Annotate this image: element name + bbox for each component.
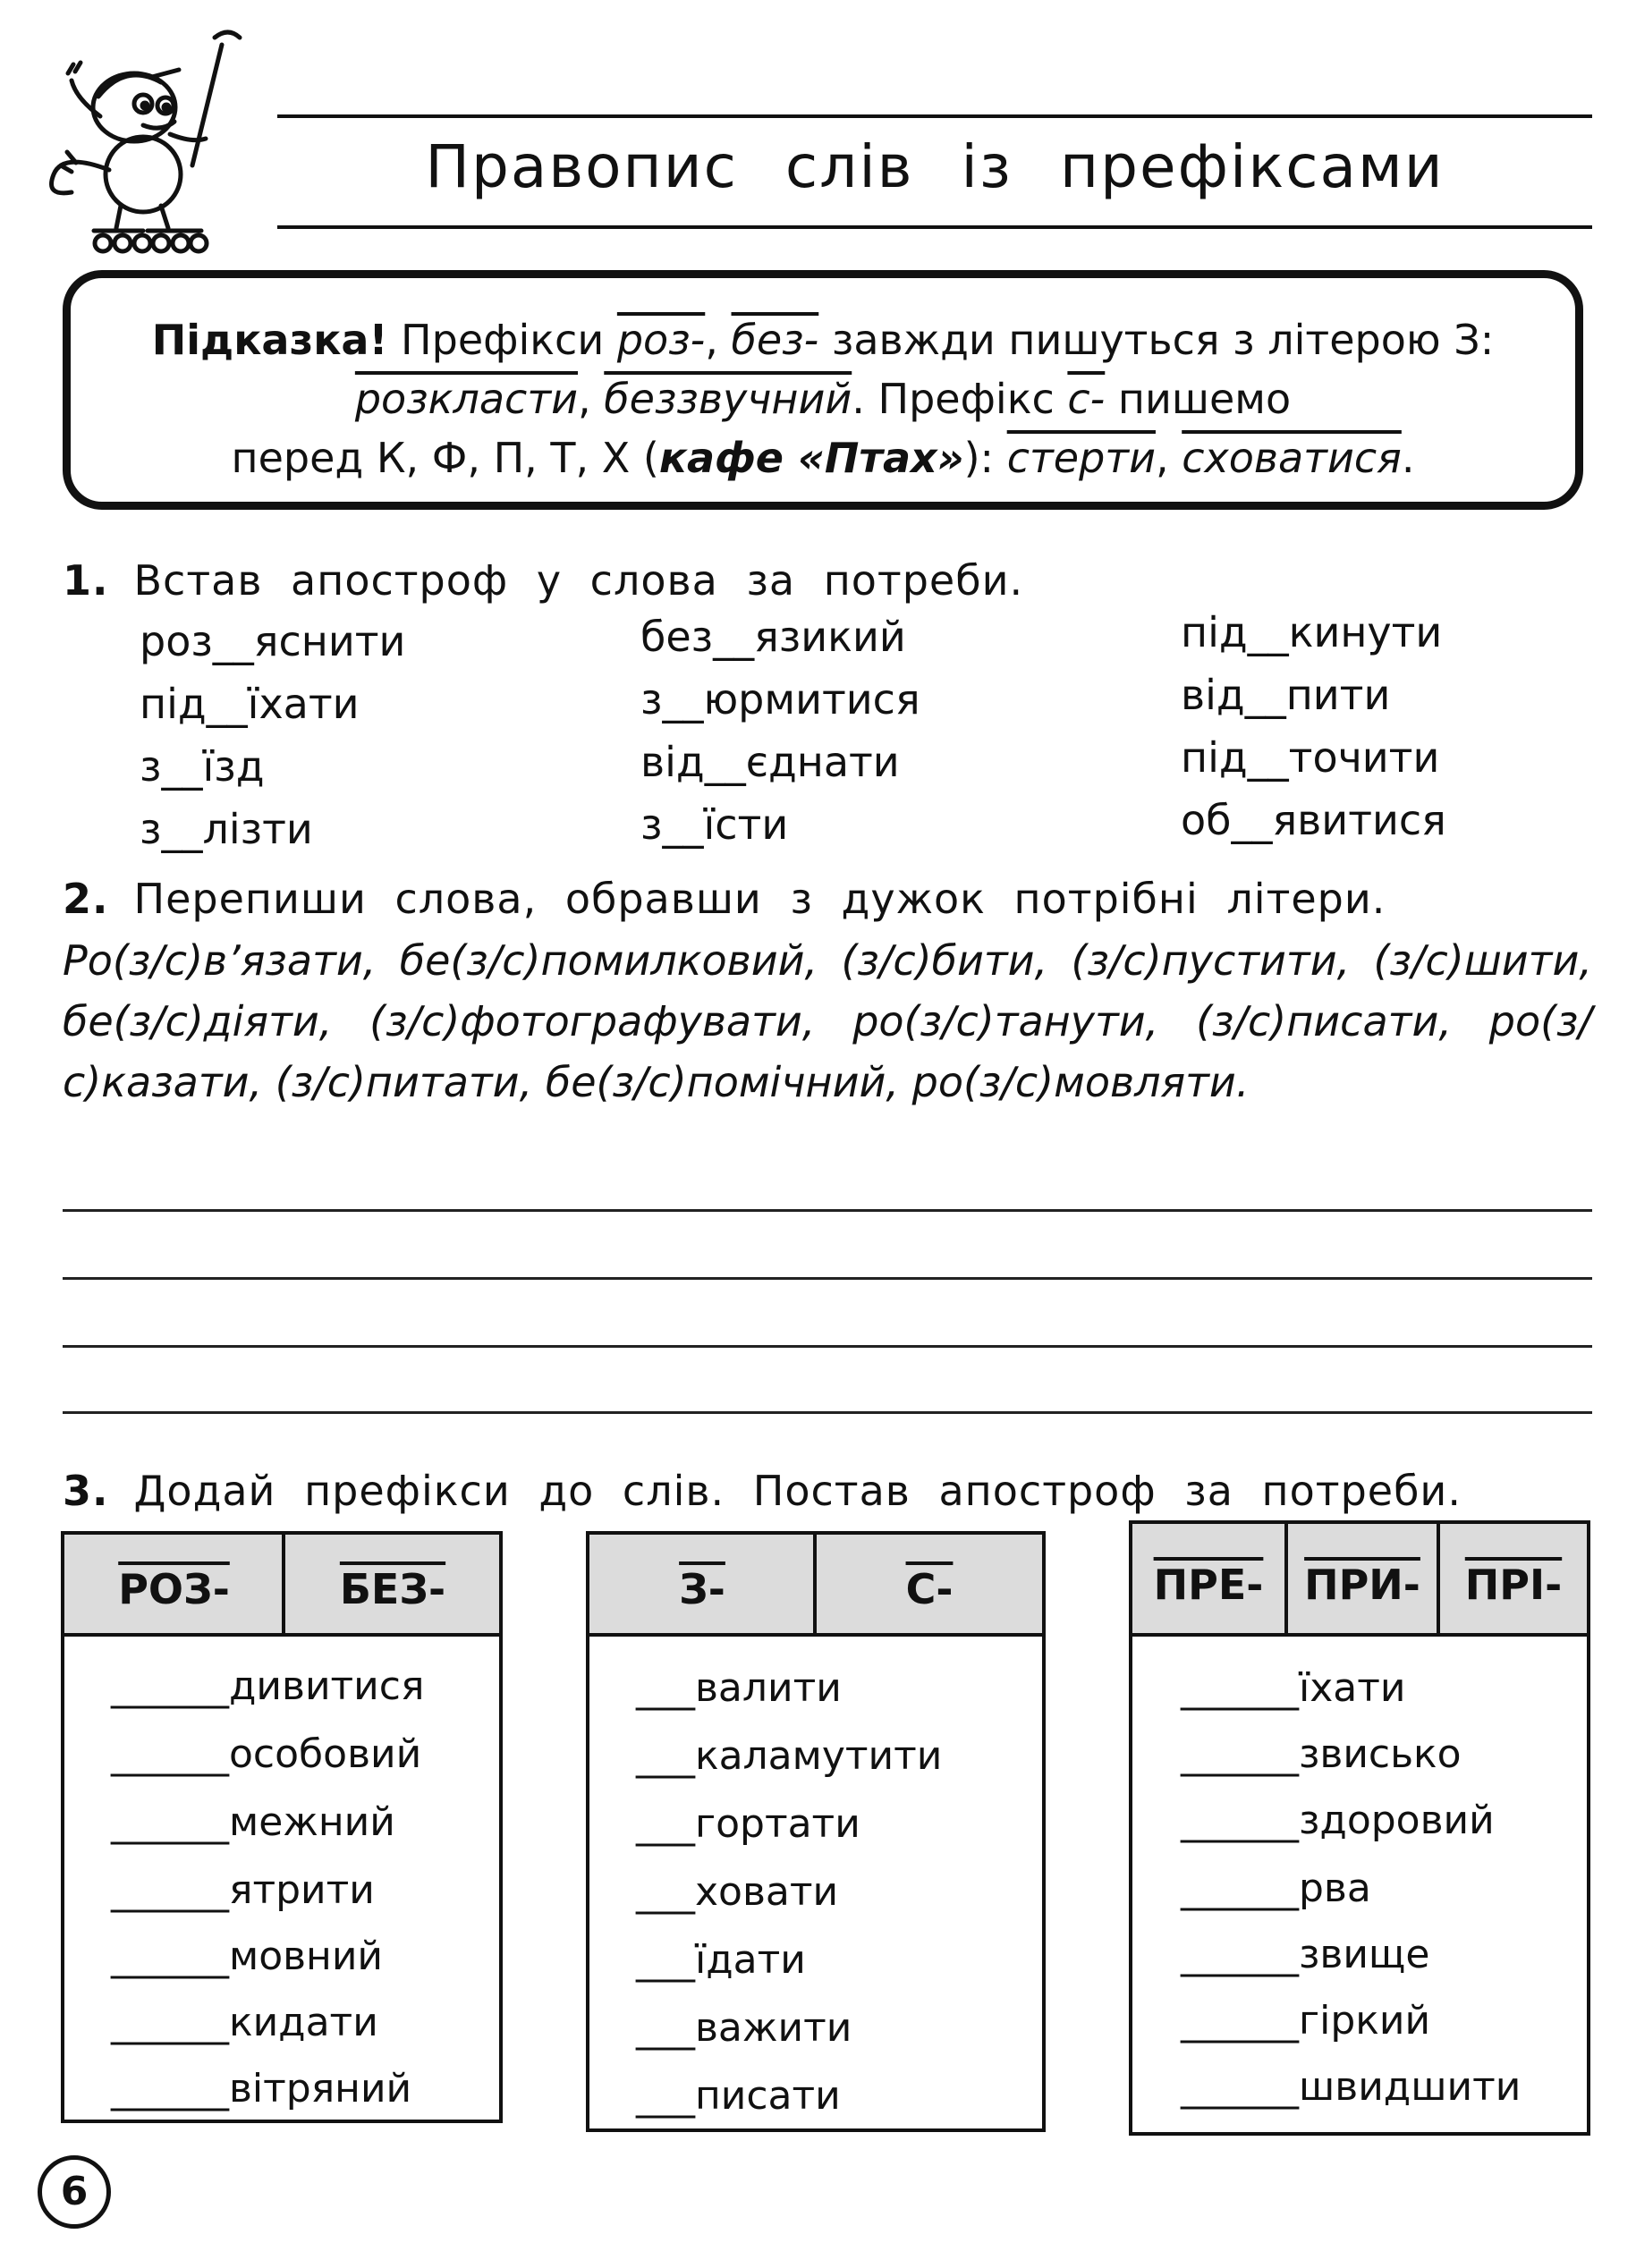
task1-word: з__їзд xyxy=(140,742,265,791)
fill-in-item[interactable]: ___валити xyxy=(636,1665,842,1711)
fill-in-item[interactable]: ______здоровий xyxy=(1181,1798,1495,1843)
example-word: беззвучний xyxy=(604,375,852,423)
task1-heading xyxy=(63,556,1023,605)
prefix-table-roz-bez xyxy=(61,1531,503,2123)
header-cell: ПРІ- xyxy=(1464,1561,1563,1609)
writing-line[interactable] xyxy=(63,1345,1592,1348)
fill-in-item[interactable]: ___гортати xyxy=(636,1801,860,1847)
task1-word: від__єднати xyxy=(640,738,900,786)
prefix-s: с- xyxy=(1067,375,1106,423)
hint-text: завжди пишуться з літерою З: xyxy=(818,316,1495,364)
hint-label: Підказка! xyxy=(151,316,388,364)
task1-word: з__їсти xyxy=(640,800,789,849)
example-word: розкласти xyxy=(354,375,579,423)
task1-word: роз__яснити xyxy=(140,617,406,665)
task1-word: від__пити xyxy=(1181,671,1391,719)
hint-text: пишемо xyxy=(1105,375,1292,423)
table-header xyxy=(64,1535,499,1637)
table-header xyxy=(589,1535,1042,1637)
fill-in-item[interactable]: ___їдати xyxy=(636,1937,806,1983)
hint-text: , xyxy=(1155,434,1182,482)
fill-in-item[interactable]: ______особовий xyxy=(111,1731,422,1777)
task2-text: Перепиши слова, обравши з дужок потрібні літери. xyxy=(133,875,1386,923)
dinosaur-hockey-mascot-illustration xyxy=(36,18,259,259)
hint-text: ): xyxy=(963,434,1007,482)
writing-line[interactable] xyxy=(63,1277,1592,1280)
hint-line-3 xyxy=(71,434,1575,482)
task1-word: під__точити xyxy=(1181,733,1440,782)
fill-in-item[interactable]: ______звисько xyxy=(1181,1731,1462,1777)
hint-text: перед К, Ф, П, Т, Х ( xyxy=(231,434,659,482)
page-title: Правопис слів із префіксами xyxy=(425,132,1445,201)
hint-line-1 xyxy=(71,316,1575,364)
hint-text: . xyxy=(1401,434,1415,482)
hint-text: . Префікс xyxy=(852,375,1068,423)
hint-text: , xyxy=(578,375,605,423)
prefix-roz: роз- xyxy=(616,316,706,364)
hint-text: , xyxy=(705,316,732,364)
fill-in-item[interactable]: ___каламутити xyxy=(636,1733,943,1779)
fill-in-item[interactable]: ______гіркий xyxy=(1181,1998,1431,2044)
table-header xyxy=(1132,1524,1587,1637)
example-word: сховатися xyxy=(1182,434,1402,482)
fill-in-item[interactable]: ______рва xyxy=(1181,1866,1371,1911)
task2-heading xyxy=(63,875,1386,923)
task1-text: Встав апостроф у слова за потреби. xyxy=(133,556,1024,605)
fill-in-item[interactable]: ___важити xyxy=(636,2005,852,2051)
writing-line[interactable] xyxy=(63,1209,1592,1212)
task2-words: Ро(з/с)в’язати, бе(з/с)помилковий, (з/с)бити, (з/с)пустити, (з/с)шити, бе(з/с)діяти, (з/с)фотографувати, ро(з/с)танути, (з/с)писати, ро(з/с)казати, (з/с)питати, бе(з/с)помічний, ро(з/с)мовляти. xyxy=(63,936,1592,1106)
task1-number: 1. xyxy=(63,556,109,605)
header-cell: РОЗ- xyxy=(118,1565,230,1613)
hint-line-2 xyxy=(71,375,1575,423)
header-cell: БЕЗ- xyxy=(339,1565,446,1613)
task2-number: 2. xyxy=(63,875,109,923)
fill-in-item[interactable]: ______межний xyxy=(111,1799,395,1845)
task1-word: без__язикий xyxy=(640,613,906,661)
title-block xyxy=(277,82,1592,234)
header-cell: С- xyxy=(905,1565,954,1613)
fill-in-item[interactable]: ______вітряний xyxy=(111,2066,412,2111)
fill-in-item[interactable]: ______дивитися xyxy=(111,1663,425,1709)
page-number: 6 xyxy=(38,2155,111,2229)
fill-in-item[interactable]: ___писати xyxy=(636,2073,841,2119)
task1-word: з__юрмитися xyxy=(640,675,920,724)
header-cell: ПРИ- xyxy=(1304,1561,1420,1609)
task1-word: об__явитися xyxy=(1181,796,1446,844)
task1-word: під__кинути xyxy=(1181,608,1443,656)
prefix-table-pre-pry-pri xyxy=(1129,1520,1590,2136)
fill-in-item[interactable]: ______мовний xyxy=(111,1934,384,1979)
hint-text: Префікси xyxy=(387,316,617,364)
fill-in-item[interactable]: ______кидати xyxy=(111,2000,378,2045)
task3-heading xyxy=(63,1467,1462,1515)
fill-in-item[interactable]: ______звище xyxy=(1181,1932,1430,1977)
cafe-mnemonic: кафе «Птах» xyxy=(658,434,964,482)
fill-in-item[interactable]: ______їхати xyxy=(1181,1665,1406,1711)
task1-word: з__лізти xyxy=(140,805,313,853)
header-cell: З- xyxy=(679,1565,725,1613)
prefix-table-z-s xyxy=(586,1531,1046,2132)
title-bottom-rule xyxy=(277,225,1592,229)
fill-in-item[interactable]: ______швидшити xyxy=(1181,2064,1522,2110)
task3-number: 3. xyxy=(63,1467,109,1515)
task3-text: Додай префікси до слів. Постав апостроф за потреби. xyxy=(133,1467,1462,1515)
title-top-rule xyxy=(277,114,1592,118)
writing-line[interactable] xyxy=(63,1411,1592,1414)
task1-word: під__їхати xyxy=(140,680,360,728)
header-cell: ПРЕ- xyxy=(1153,1561,1264,1609)
hint-box xyxy=(63,270,1583,510)
prefix-bez: без- xyxy=(731,316,819,364)
fill-in-item[interactable]: ___ховати xyxy=(636,1869,839,1915)
fill-in-item[interactable]: ______ятрити xyxy=(111,1867,375,1913)
example-word: стерти xyxy=(1006,434,1156,482)
